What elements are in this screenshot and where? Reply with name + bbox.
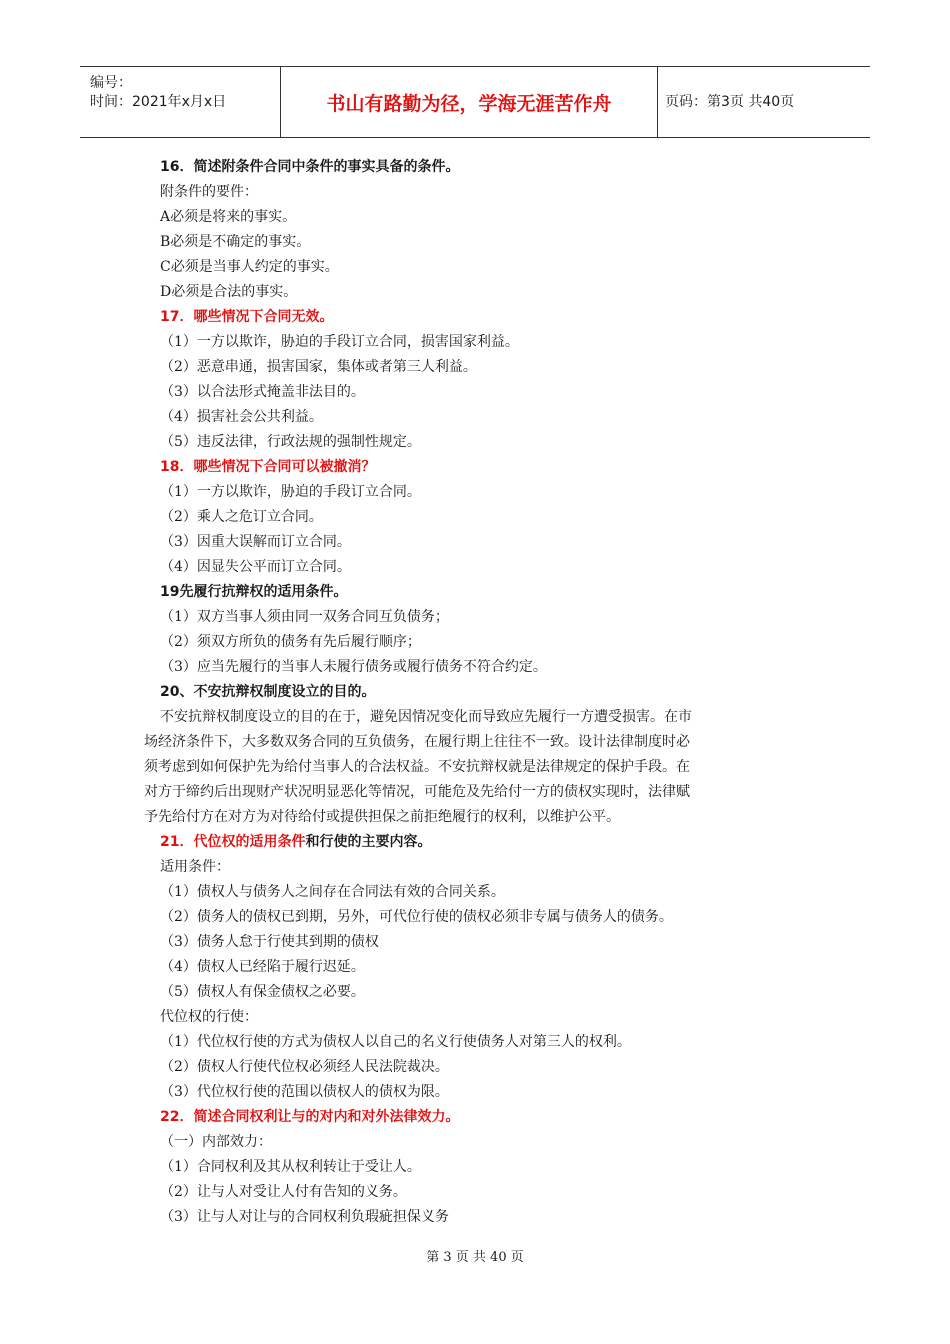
q21-line: （3）代位权行使的范围以债权人的债权为限。 (160, 1084, 449, 1100)
question-22-title: 22．简述合同权利让与的对内和对外法律效力。 (160, 1109, 460, 1125)
q22-line: （一）内部效力： (160, 1134, 272, 1150)
question-19-title: 19先履行抗辩权的适用条件。 (160, 584, 348, 600)
q17-line: （1）一方以欺诈，胁迫的手段订立合同，损害国家利益。 (160, 334, 519, 350)
q21-line: （3）债务人怠于行使其到期的债权 (160, 934, 379, 950)
question-21-title (160, 830, 810, 855)
q16-line: A必须是将来的事实。 (160, 209, 297, 225)
header-meta (80, 67, 281, 137)
q19-line: （1）双方当事人须由同一双务合同互负债务； (160, 609, 449, 625)
q20-line: 予先给付方在对方为对待给付或提供担保之前拒绝履行的权利，以维护公平。 (144, 809, 620, 825)
q20-line: 不安抗辩权制度设立的目的在于，避免因情况变化而导致应先履行一方遭受损害。在市 (160, 709, 692, 725)
page-footer: 第 3 页 共 40 页 (426, 1250, 524, 1265)
q16-line: B必须是不确定的事实。 (160, 234, 311, 250)
q19-line: （2）须双方所负的债务有先后履行顺序； (160, 634, 421, 650)
q18-line: （1）一方以欺诈，胁迫的手段订立合同。 (160, 484, 421, 500)
q21-title-black: 和行使的主要内容。 (305, 834, 432, 850)
document-body (144, 155, 810, 1230)
q17-line: （2）恶意串通，损害国家，集体或者第三人利益。 (160, 359, 477, 375)
q20-line: 须考虑到如何保护先为给付当事人的合法权益。不安抗辩权就是法律规定的保护手段。在 (144, 759, 690, 775)
q21-line: （1）代位权行使的方式为债权人以自己的名义行使债务人对第三人的权利。 (160, 1034, 631, 1050)
q21-line: 代位权的行使： (160, 1009, 258, 1025)
q17-line: （3）以合法形式掩盖非法目的。 (160, 384, 365, 400)
q21-line: 适用条件： (160, 859, 230, 875)
question-17-title: 17．哪些情况下合同无效。 (160, 309, 334, 325)
question-16-title: 16．简述附条件合同中条件的事实具备的条件。 (160, 159, 460, 175)
q17-line: （4）损害社会公共利益。 (160, 409, 323, 425)
q22-line: （2）让与人对受让人付有告知的义务。 (160, 1184, 407, 1200)
doc-date: 时间：2021年x月x日 (90, 94, 227, 110)
q20-paragraph (144, 705, 810, 830)
q22-line: （3）让与人对让与的合同权利负瑕疵担保义务 (160, 1209, 449, 1225)
q18-line: （4）因显失公平而订立合同。 (160, 559, 351, 575)
q16-line: C必须是当事人约定的事实。 (160, 259, 339, 275)
q17-line: （5）违反法律，行政法规的强制性规定。 (160, 434, 421, 450)
q21-line: （1）债权人与债务人之间存在合同法有效的合同关系。 (160, 884, 505, 900)
header-page-code: 页码：第3页 共40页 (665, 94, 795, 110)
q19-line: （3）应当先履行的当事人未履行债务或履行债务不符合约定。 (160, 659, 547, 675)
q22-line: （1）合同权利及其从权利转让于受让人。 (160, 1159, 421, 1175)
q20-line: 对方于缔约后出现财产状况明显恶化等情况，可能危及先给付一方的债权实现时，法律赋 (144, 784, 690, 800)
header-slogan: 书山有路勤为径，学海无涯苦作舟 (281, 67, 658, 137)
q18-line: （2）乘人之危订立合同。 (160, 509, 323, 525)
q21-line: （4）债权人已经陷于履行迟延。 (160, 959, 365, 975)
q21-line: （2）债务人的债权已到期，另外，可代位行使的债权必须非专属与债务人的债务。 (160, 909, 673, 925)
q16-line: 附条件的要件： (160, 184, 258, 200)
q21-title-red: 21．代位权的适用条件 (160, 834, 306, 850)
question-20-title: 20、不安抗辩权制度设立的目的。 (160, 684, 376, 700)
doc-number-label: 编号： (90, 75, 132, 91)
q20-line: 场经济条件下，大多数双务合同的互负债务，在履行期上往往不一致。设计法律制度时必 (144, 734, 690, 750)
q16-line: D必须是合法的事实。 (160, 284, 298, 300)
q18-line: （3）因重大误解而订立合同。 (160, 534, 351, 550)
q21-line: （2）债权人行使代位权必须经人民法院裁决。 (160, 1059, 449, 1075)
page-header (80, 66, 870, 138)
question-18-title: 18．哪些情况下合同可以被撤消？ (160, 459, 376, 475)
q21-line: （5）债权人有保金债权之必要。 (160, 984, 365, 1000)
